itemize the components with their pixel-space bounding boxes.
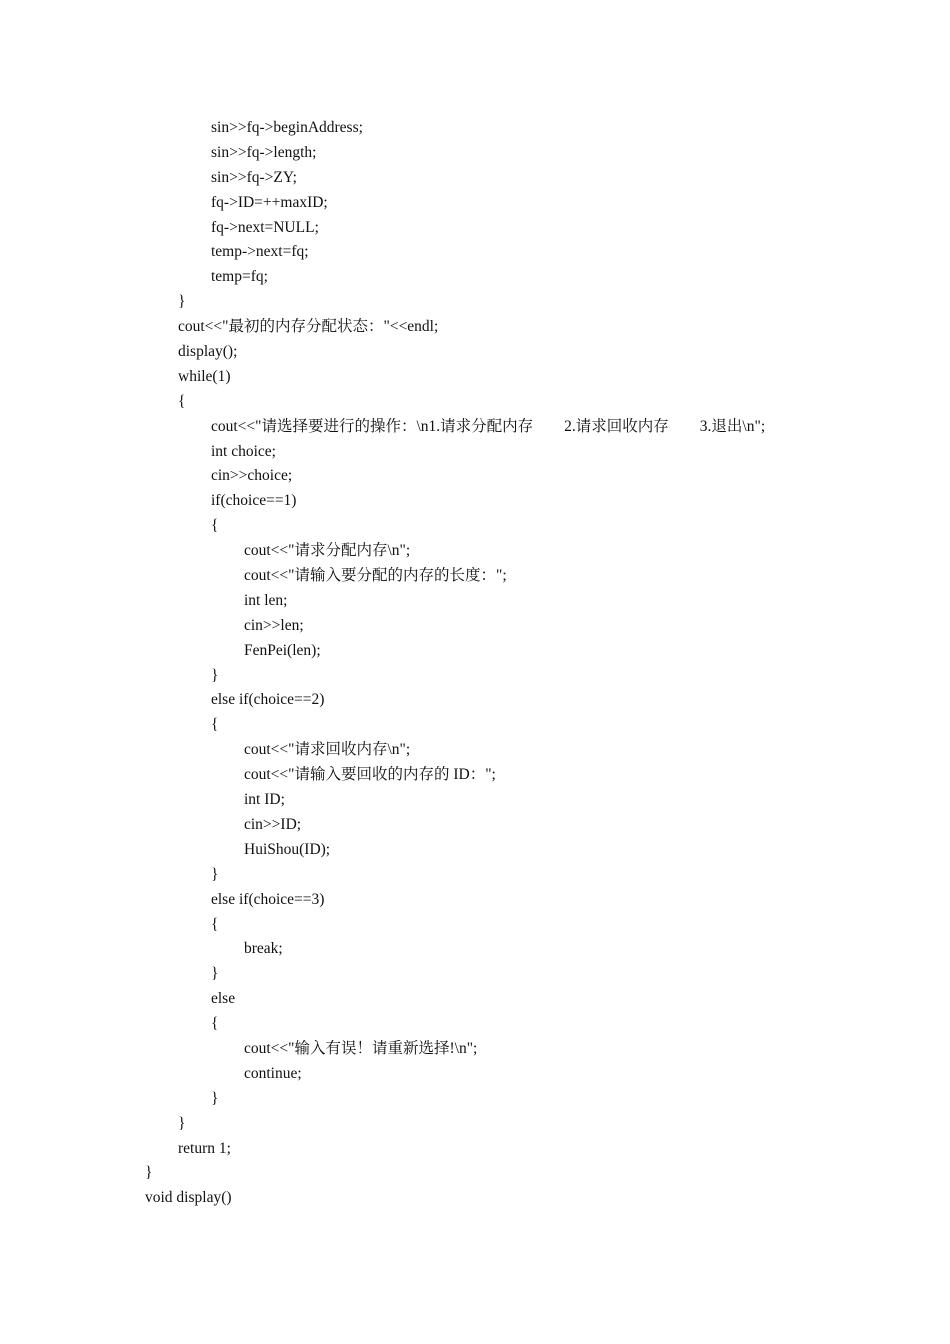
code-line: }	[178, 1114, 186, 1132]
code-line: else if(choice==3)	[211, 890, 325, 908]
code-line: HuiShou(ID);	[244, 840, 331, 858]
code-line: temp->next=fq;	[211, 243, 309, 261]
code-line: }	[178, 293, 186, 311]
code-block	[0, 116, 950, 1211]
code-line: void display()	[145, 1189, 232, 1207]
code-line: cin>>choice;	[211, 467, 293, 485]
code-line: FenPei(len);	[244, 641, 321, 659]
code-line: return 1;	[178, 1139, 231, 1157]
code-line: {	[211, 716, 219, 734]
code-line: }	[145, 1164, 153, 1182]
code-line: cout<<"请求回收内存\n";	[244, 741, 411, 759]
code-line: temp=fq;	[211, 268, 268, 286]
code-line: if(choice==1)	[211, 492, 297, 510]
code-line: sin>>fq->length;	[211, 143, 317, 161]
code-line: int len;	[244, 591, 288, 609]
code-line: while(1)	[178, 367, 231, 385]
code-line: else if(choice==2)	[211, 691, 325, 709]
code-line: fq->ID=++maxID;	[211, 193, 328, 211]
code-line: {	[178, 392, 186, 410]
code-line: fq->next=NULL;	[211, 218, 319, 236]
code-line: continue;	[244, 1064, 302, 1082]
code-line: else	[211, 990, 236, 1008]
code-line: sin>>fq->beginAddress;	[211, 119, 363, 136]
code-line: cout<<"请输入要回收的内存的 ID：";	[244, 766, 496, 784]
code-line: }	[211, 965, 219, 983]
code-line: break;	[244, 940, 283, 958]
code-line: }	[211, 865, 219, 883]
code-line: cout<<"最初的内存分配状态："<<endl;	[178, 318, 439, 336]
code-line: cout<<"请输入要分配的内存的长度：";	[244, 567, 507, 585]
code-line: {	[211, 1015, 219, 1033]
code-line: cin>>len;	[244, 616, 304, 634]
code-line: int choice;	[211, 442, 276, 460]
code-line: cout<<"输入有误！请重新选择!\n";	[244, 1039, 478, 1057]
code-line: int ID;	[244, 791, 285, 809]
code-line: }	[211, 1089, 219, 1107]
code-line: {	[211, 915, 219, 933]
code-line: cin>>ID;	[244, 815, 302, 833]
code-line: cout<<"请选择要进行的操作：\n1.请求分配内存 2.请求回收内存 3.退出\n";	[211, 417, 766, 435]
code-line: cout<<"请求分配内存\n";	[244, 542, 411, 560]
code-line: }	[211, 666, 219, 684]
code-line: {	[211, 517, 219, 535]
code-line: display();	[178, 343, 238, 361]
code-line: sin>>fq->ZY;	[211, 168, 297, 186]
